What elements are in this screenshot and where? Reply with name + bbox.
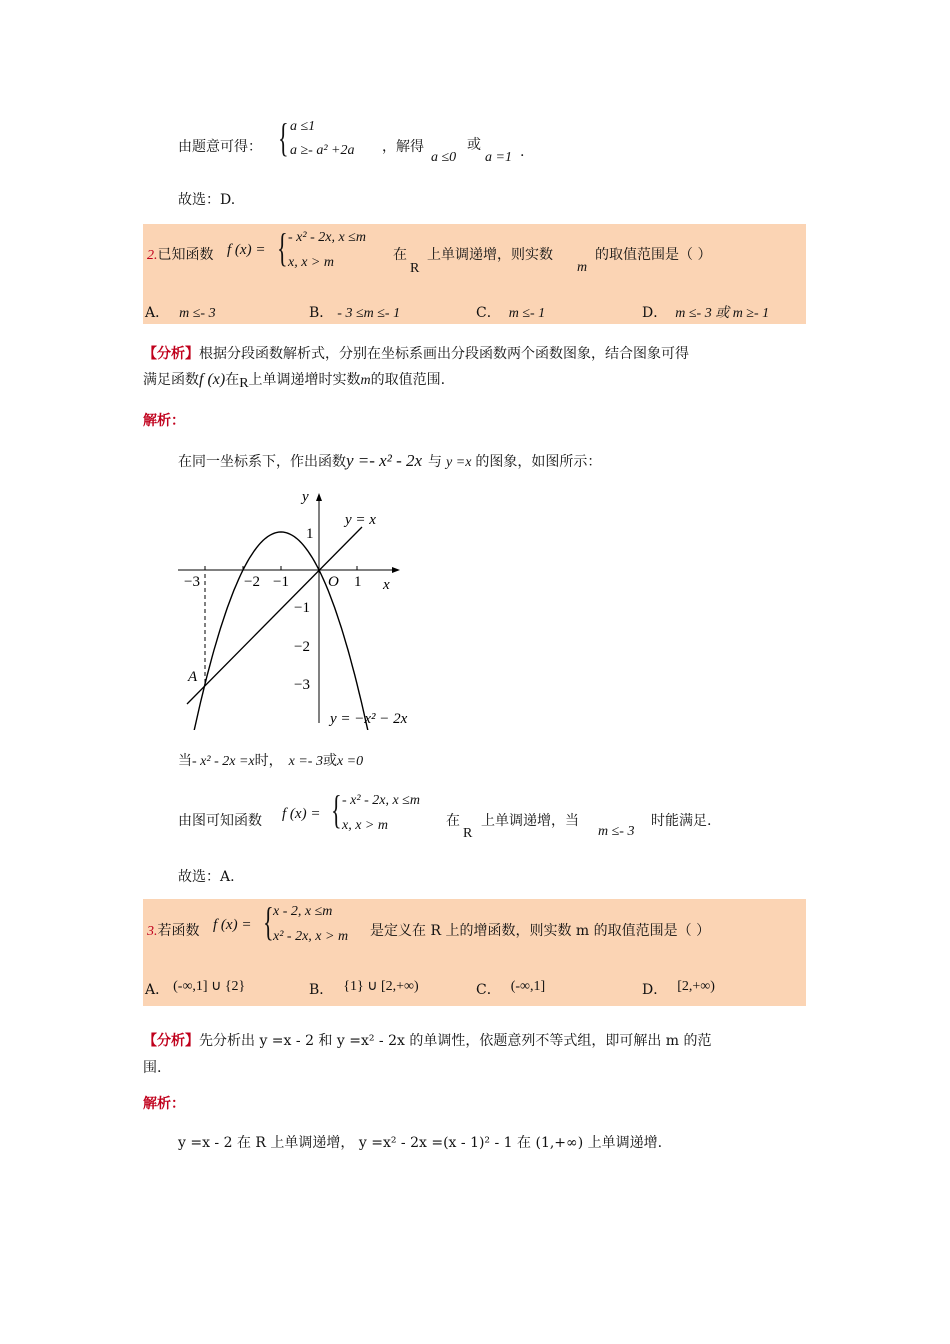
q3-option-a[interactable]: A． (-∞,1] ∪ {2} [145,979,246,998]
top-sol1: a ≤0 [431,150,457,165]
q2-analysis-line1: 【分析】根据分段函数解析式，分别在坐标系画出分段函数两个函数图象，结合图象可得 [143,346,689,362]
q2-concl-case2: x, x > m [342,818,388,833]
q3-stem-prefix: 3.若函数 [147,923,200,939]
parabola-curve [192,532,371,730]
y-axis-label: y [302,489,309,505]
q2-m: m [577,260,588,275]
q2-intersection-line: 当- x² - 2x =x时， x =- 3或x =0 [178,753,364,769]
q2-option-a[interactable]: A． m ≤- 3 [145,305,216,321]
q2-concl-c: 上单调递增，当 [481,813,579,829]
q2-case1: - x² - 2x, x ≤m [288,230,366,245]
x-tick-label-neg3: −3 [184,574,200,590]
q2-concl-d: 时能满足. [651,813,712,829]
line-y-equals-x [187,527,362,704]
q3-analysis-line2: 围. [143,1060,162,1076]
point-a-label: A [188,669,198,685]
top-intro: 由题意可得： [178,139,262,155]
q2-case2: x, x > m [288,255,334,270]
top-sys-line1: a ≤1 [290,119,316,134]
q2-solution-line1: 在同一坐标系下，作出函数y =- x² - 2x 与 y =x 的图象，如图所示： [178,451,602,470]
q2-concl-fx: f (x) = [282,806,321,822]
top-sys-line2: a ≥- a² +2a [290,143,355,158]
q3-jiexi-label: 解析： [143,1096,185,1112]
q2-concl-brace: { [331,787,342,832]
question-2-band [143,224,806,324]
y-axis-arrow-icon [316,493,322,501]
q3-case1: x - 2, x ≤m [273,904,333,919]
q3-option-c[interactable]: C． (-∞,1] [476,979,546,998]
x-axis-label: x [383,577,390,593]
q2-answer: 故选：A. [178,869,235,885]
q3-option-b[interactable]: B． {1} ∪ [2,+∞) [309,979,419,998]
q2-brace: { [277,225,288,270]
parabola-label: y = −x² − 2x [330,711,408,727]
q2-mid: 在 [393,247,407,263]
q2-fx: f (x) = [227,242,266,258]
x-tick-label-1: 1 [354,574,362,590]
y-tick-label-neg2: −2 [294,639,310,655]
origin-label: O [328,574,339,590]
q2-analysis-line2: 满足函数f (x)在R上单调递增时实数m的取值范围. [143,371,446,391]
q2-concl-b: 在 [446,813,460,829]
q2-concl-case1: - x² - 2x, x ≤m [342,793,420,808]
q2-suffix1: 上单调递增，则实数 [427,247,553,263]
top-solve: ，解得 [382,139,424,155]
q3-suffix: 是定义在 R 上的增函数，则实数 m 的取值范围是（ ） [370,923,711,939]
q3-brace: { [263,899,274,944]
q2-suffix2: 的取值范围是（ ） [595,247,712,263]
q2-conclusion-a: 由图可知函数 [178,813,262,829]
q3-analysis-line1: 【分析】先分析出 y =x - 2 和 y =x² - 2x 的单调性，依题意列不等式组，即可解出 m 的范 [143,1033,712,1049]
top-answer: 故选：D. [178,192,236,208]
q2-concl-m: m ≤- 3 [598,824,635,839]
q2-stem-prefix: 2.已知函数 [147,247,214,263]
y-tick-label-1: 1 [306,526,314,542]
x-tick-label-neg1: −1 [273,574,289,590]
top-period: . [520,144,525,160]
q3-option-d[interactable]: D． [2,+∞) [642,979,715,998]
y-tick-label-neg3: −3 [294,677,310,693]
q3-solution-line: y =x - 2 在 R 上单调递增， y =x² - 2x =(x - 1)² - 1 在 (1,+∞) 上单调递增. [178,1135,663,1151]
x-tick-label-neg2: −2 [244,574,260,590]
q3-fx: f (x) = [213,917,252,933]
top-brace: { [278,115,289,160]
q2-option-d[interactable]: D． m ≤- 3 或 m ≥- 1 [642,305,770,321]
x-axis-arrow-icon [392,567,400,573]
q2-option-c[interactable]: C． m ≤- 1 [476,305,546,321]
y-tick-label-neg1: −1 [294,600,310,616]
q2-R: R [410,261,420,276]
function-graph [170,485,430,730]
top-sol2: a =1 [485,150,512,165]
question-3-band [143,899,806,1006]
q2-jiexi-label: 解析： [143,413,185,429]
q2-concl-R: R [463,826,473,841]
top-or: 或 [467,137,481,153]
q2-option-b[interactable]: B． - 3 ≤m ≤- 1 [309,305,401,321]
q3-case2: x² - 2x, x > m [273,929,349,944]
line-label: y = x [345,512,376,528]
